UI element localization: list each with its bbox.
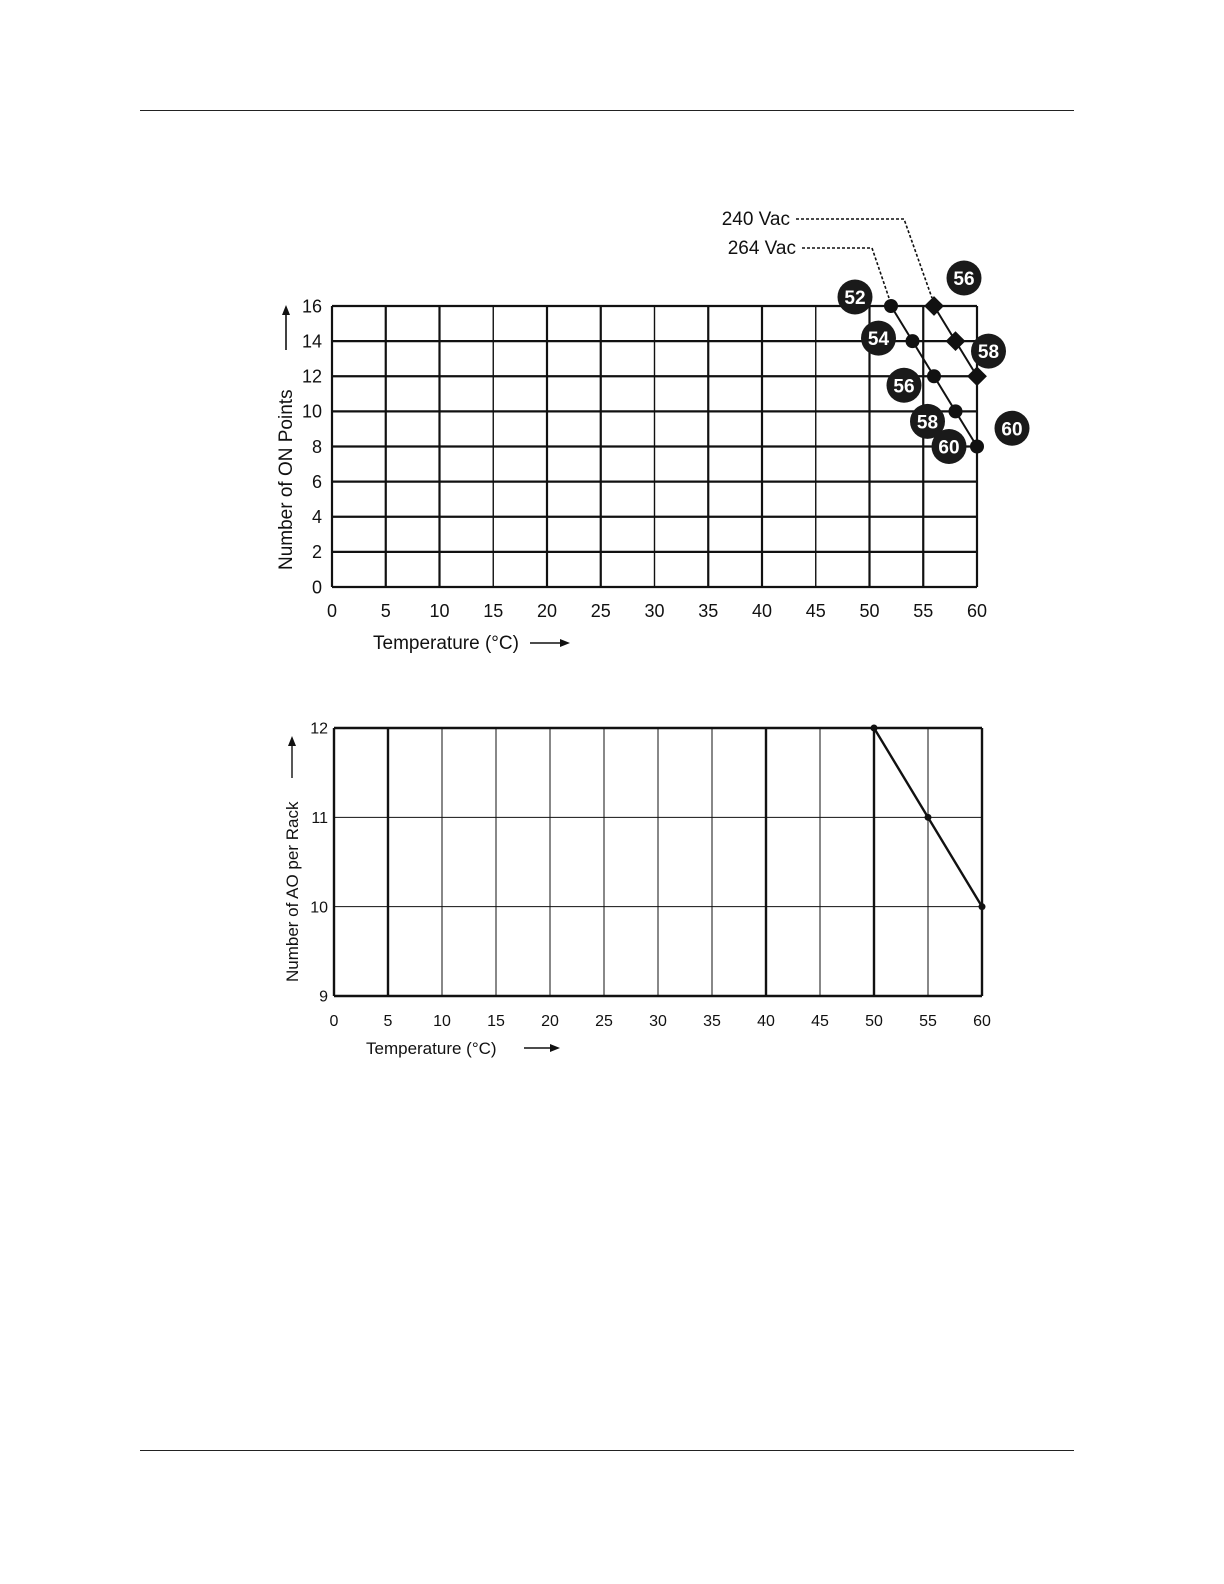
x-axis-arrowhead [560, 639, 570, 647]
y-tick-label: 12 [301, 366, 322, 387]
x-tick-label: 15 [487, 1013, 505, 1030]
x-axis-title: Temperature (°C) [373, 633, 519, 654]
legend-label: 264 Vac [727, 238, 796, 259]
point-label: 58 [916, 412, 939, 434]
x-tick-label: 40 [757, 1013, 775, 1030]
y-tick-labels [310, 721, 328, 1006]
point-label: 58 [977, 342, 1000, 364]
y-axis-title: Number of AO per Rack [283, 801, 302, 982]
x-tick-label: 0 [326, 601, 338, 621]
point-label: 56 [893, 376, 915, 398]
data-point [871, 725, 878, 732]
x-tick-label: 20 [541, 1013, 559, 1030]
axis-titles [283, 736, 560, 1058]
y-tick-label: 9 [319, 988, 328, 1006]
x-tick-label: 10 [433, 1013, 451, 1030]
y-tick-label: 2 [311, 542, 322, 563]
x-tick-labels [327, 601, 987, 621]
legend-label: 240 Vac [721, 209, 790, 230]
data-point [967, 366, 987, 386]
y-tick-label: 8 [311, 436, 322, 457]
data-point [927, 369, 941, 383]
data-point [924, 296, 944, 316]
point-label: 54 [867, 329, 890, 351]
x-tick-label: 25 [590, 601, 611, 621]
x-tick-label: 50 [859, 601, 880, 621]
x-axis-arrowhead [550, 1044, 560, 1052]
x-tick-label: 25 [595, 1013, 613, 1030]
x-tick-label: 60 [966, 601, 988, 621]
data-point [979, 903, 986, 910]
data-point [946, 331, 966, 351]
point-label: 60 [938, 437, 960, 459]
x-tick-labels [330, 1013, 991, 1030]
y-axis-title: Number of ON Points [276, 389, 297, 570]
x-axis-title: Temperature (°C) [366, 1039, 497, 1058]
x-tick-label: 45 [805, 601, 826, 621]
y-tick-label: 4 [311, 507, 322, 528]
x-tick-label: 45 [811, 1013, 829, 1030]
y-tick-label: 12 [310, 720, 328, 738]
y-axis-arrowhead [288, 736, 296, 746]
x-tick-label: 5 [380, 601, 391, 621]
header-rule [140, 110, 1074, 111]
data-point [925, 814, 932, 821]
data-point [970, 440, 984, 454]
x-tick-label: 0 [329, 1013, 339, 1030]
point-label: 60 [1001, 419, 1023, 441]
x-tick-label: 50 [865, 1013, 883, 1030]
y-tick-label: 14 [301, 331, 322, 352]
x-tick-label: 55 [913, 601, 934, 621]
y-tick-label: 10 [301, 401, 322, 422]
series-legend [722, 209, 932, 298]
x-tick-label: 15 [483, 601, 504, 621]
point-label: 56 [953, 269, 975, 290]
on-points-derating-chart [0, 190, 1224, 670]
data-point [949, 404, 963, 418]
x-tick-label: 30 [644, 601, 665, 621]
y-tick-label: 10 [310, 899, 328, 917]
y-tick-label: 6 [311, 471, 322, 492]
x-tick-label: 30 [649, 1013, 667, 1030]
footer-rule [140, 1450, 1074, 1451]
point-label: 52 [844, 288, 866, 309]
ao-per-rack-derating-chart [0, 710, 1224, 1070]
y-tick-label: 16 [301, 296, 322, 317]
y-axis-arrowhead [282, 305, 290, 315]
data-point [906, 334, 920, 348]
data-point [884, 299, 898, 313]
plot-grid [334, 728, 982, 996]
y-tick-label: 11 [311, 809, 328, 827]
x-tick-label: 5 [383, 1013, 393, 1030]
plot-series [838, 261, 1030, 465]
y-tick-labels [302, 296, 322, 597]
x-tick-label: 60 [973, 1013, 991, 1030]
x-tick-label: 35 [698, 601, 719, 621]
y-tick-label: 0 [311, 577, 322, 598]
x-tick-label: 55 [919, 1013, 937, 1030]
x-tick-label: 40 [751, 601, 773, 621]
x-tick-label: 20 [536, 601, 558, 621]
x-tick-label: 35 [703, 1013, 721, 1030]
x-tick-label: 10 [429, 601, 450, 621]
